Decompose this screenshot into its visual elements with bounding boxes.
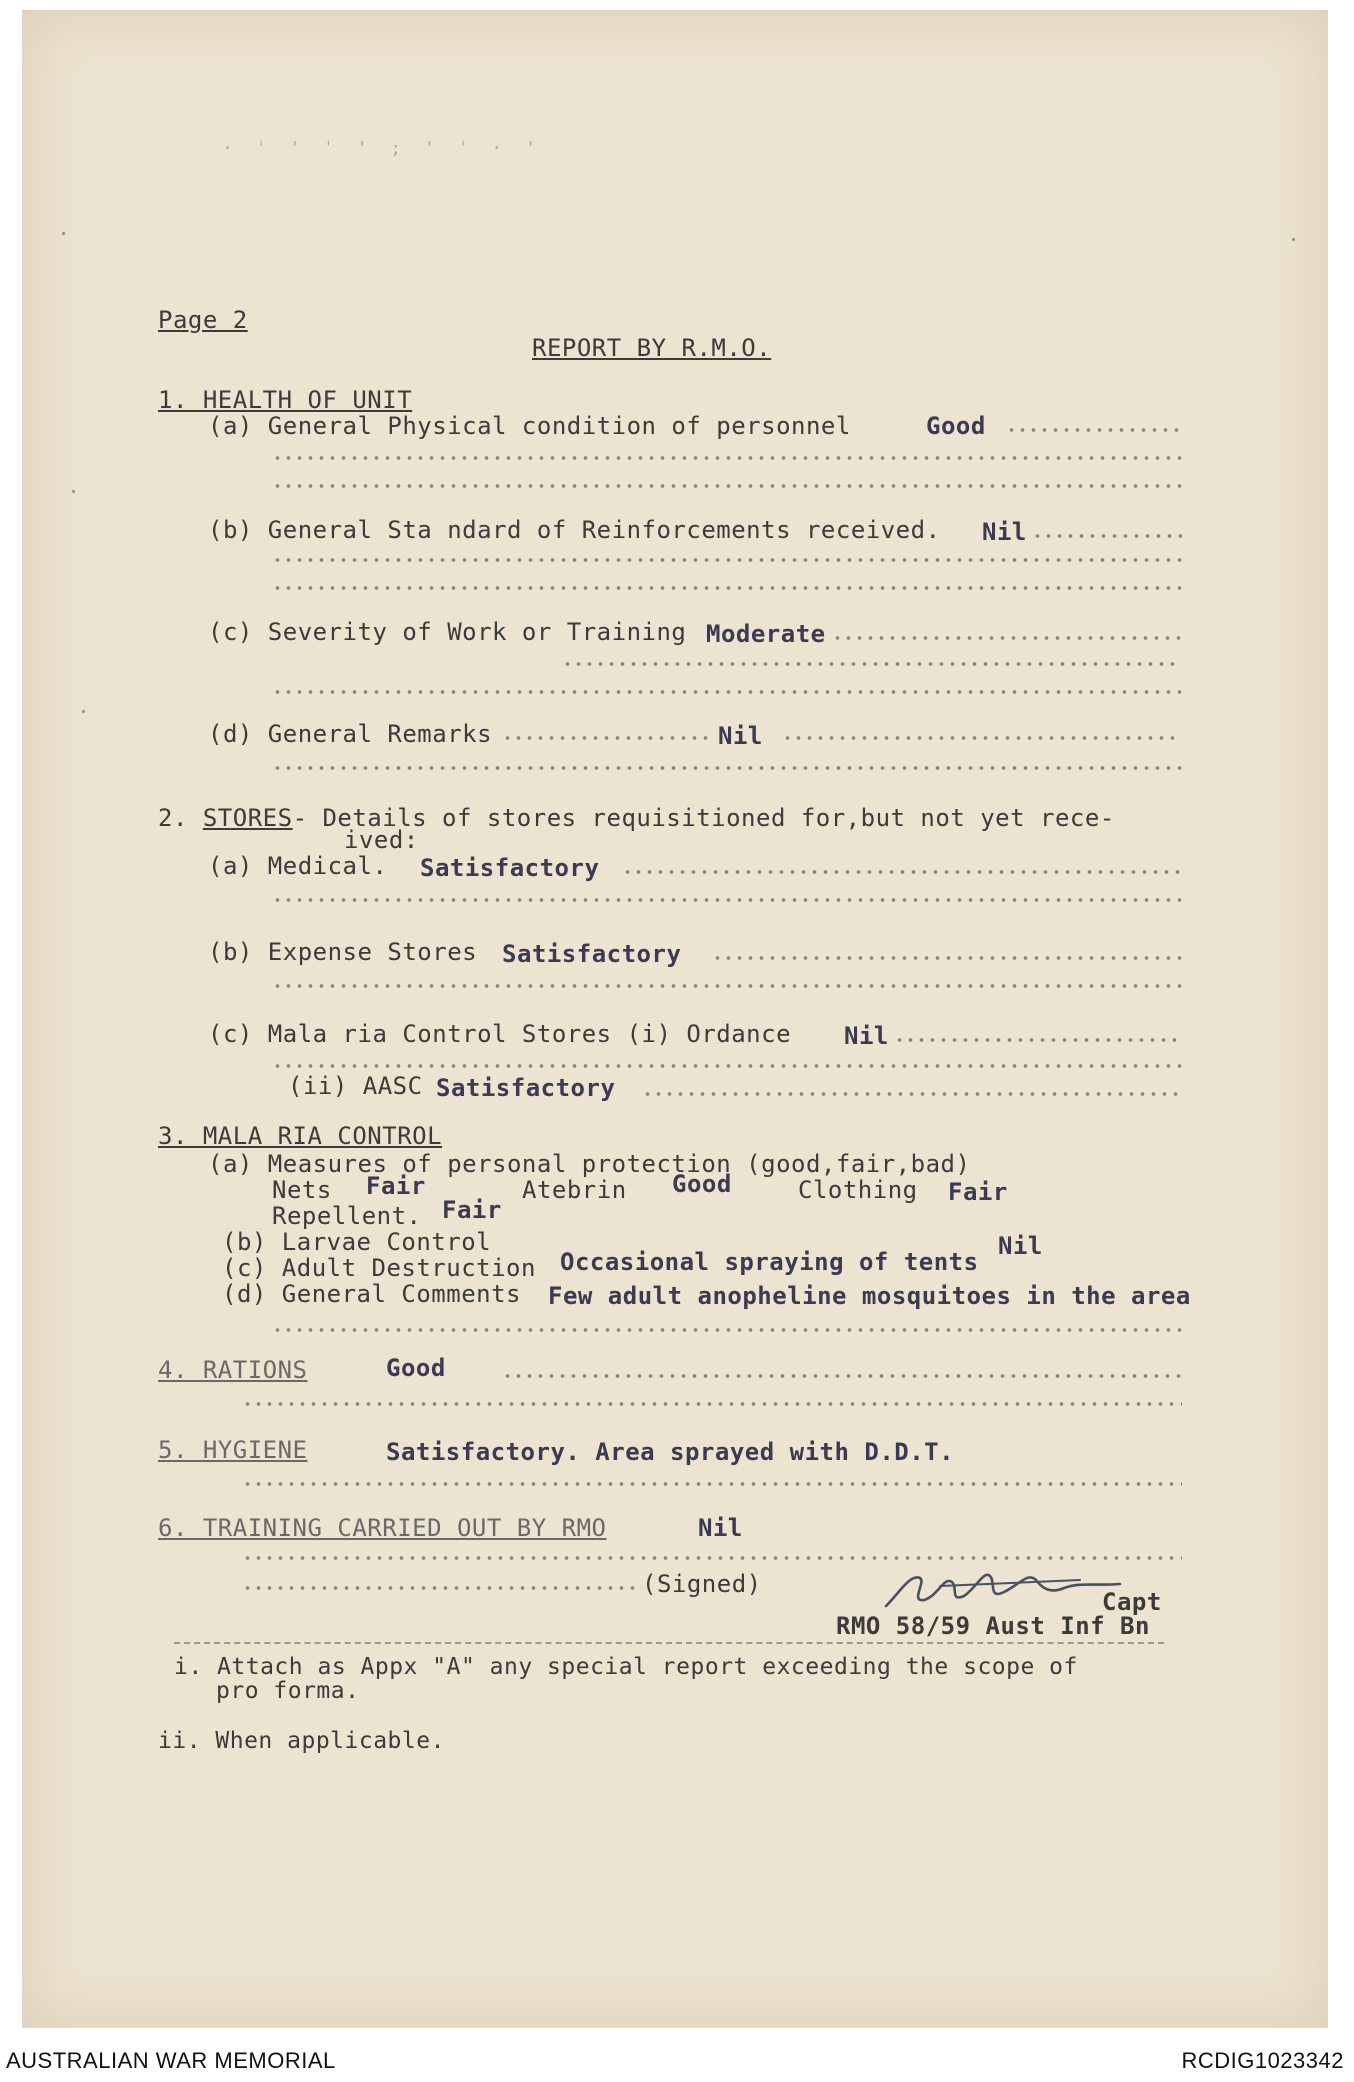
malaria-d-value: Few adult anopheline mosquitoes in the area xyxy=(548,1282,1191,1310)
stores-a-value: Satisfactory xyxy=(420,854,600,882)
hygiene-value: Satisfactory. Area sprayed with D.D.T. xyxy=(386,1438,955,1466)
malaria-clothing-value: Fair xyxy=(948,1178,1008,1206)
rations-value: Good xyxy=(386,1354,446,1382)
dotted-line xyxy=(272,456,1182,460)
dotted-line xyxy=(242,1556,1182,1560)
dotted-line xyxy=(272,484,1182,488)
speck xyxy=(72,490,75,493)
malaria-repellent-value: Fair xyxy=(442,1196,502,1224)
speck xyxy=(62,232,65,235)
malaria-heading: 3. MALA RIA CONTROL xyxy=(158,1122,443,1150)
bleed-through-marks: · ˈ ' ˈ ' ; ' ˈ · ' xyxy=(222,138,542,159)
training-heading: 6. TRAINING CARRIED OUT BY RMO xyxy=(158,1514,607,1542)
stores-c-ii-value: Satisfactory xyxy=(436,1074,616,1102)
dotted-line xyxy=(272,1328,1182,1332)
health-d-value: Nil xyxy=(718,722,763,750)
handwritten-signature xyxy=(880,1562,1140,1616)
health-a-value: Good xyxy=(926,412,986,440)
malaria-atebrin-value: Good xyxy=(672,1170,732,1198)
dotted-line xyxy=(242,1482,1182,1486)
health-b-value: Nil xyxy=(982,518,1027,546)
malaria-atebrin-label: Atebrin xyxy=(522,1176,627,1204)
health-c-label: (c) Severity of Work or Training xyxy=(208,618,687,646)
dotted-line xyxy=(782,736,1182,740)
speck xyxy=(82,710,85,713)
dotted-line xyxy=(242,1402,1182,1406)
training-value: Nil xyxy=(698,1514,743,1542)
dotted-line xyxy=(712,956,1182,960)
health-b-label: (b) General Sta ndard of Reinforcements received. xyxy=(208,516,941,544)
stores-heading-cont: ived: xyxy=(344,826,419,854)
stores-heading xyxy=(158,804,1115,832)
stores-b-label: (b) Expense Stores xyxy=(208,938,478,966)
hygiene-heading: 5. HYGIENE xyxy=(158,1436,308,1464)
stores-heading-rest: - Details of stores requisitioned for,but not yet rece- xyxy=(292,804,1115,832)
note-i-line2: pro forma. xyxy=(216,1678,360,1704)
malaria-b-value: Nil xyxy=(998,1232,1043,1260)
speck xyxy=(1292,238,1295,241)
dotted-line xyxy=(242,1586,642,1590)
stores-heading-word: STORES xyxy=(202,804,293,832)
malaria-c-label: (c) Adult Destruction xyxy=(222,1254,536,1282)
malaria-c-value: Occasional spraying of tents xyxy=(560,1248,979,1276)
malaria-repellent-label: Repellent. xyxy=(272,1202,422,1230)
dotted-line xyxy=(622,870,1182,874)
dotted-line xyxy=(642,1092,1182,1096)
malaria-nets-value: Fair xyxy=(366,1172,426,1200)
signature-designation: RMO 58/59 Aust Inf Bn xyxy=(836,1612,1150,1640)
health-heading: 1. HEALTH OF UNIT xyxy=(158,386,413,414)
health-a-label: (a) General Physical condition of personnel xyxy=(208,412,851,440)
dotted-line xyxy=(502,736,712,740)
dotted-line xyxy=(272,1064,1182,1068)
footer-archive-name: AUSTRALIAN WAR MEMORIAL xyxy=(6,2048,336,2073)
malaria-clothing-label: Clothing xyxy=(798,1176,918,1204)
signed-label: (Signed) xyxy=(642,1570,762,1598)
stores-c-label: (c) Mala ria Control Stores (i) Ordance xyxy=(208,1020,792,1048)
dotted-line xyxy=(272,586,1182,590)
note-ii: ii. When applicable. xyxy=(158,1728,445,1754)
dotted-line xyxy=(1032,534,1182,538)
dotted-line xyxy=(272,690,1182,694)
page-label: Page 2 xyxy=(158,306,248,334)
dotted-line xyxy=(1006,428,1182,432)
malaria-d-label: (d) General Comments xyxy=(222,1280,521,1308)
stores-a-label: (a) Medical. xyxy=(208,852,388,880)
note-i-line1: i. Attach as Appx "A" any special report exceeding the scope of xyxy=(174,1654,1078,1680)
document-sheet xyxy=(22,10,1328,2028)
stores-heading-prefix: 2. xyxy=(158,804,203,832)
health-c-value: Moderate xyxy=(706,620,826,648)
signature-rank: Capt xyxy=(1102,1588,1162,1616)
malaria-a-label: (a) Measures of personal protection (good,fair,bad) xyxy=(208,1150,971,1178)
dotted-line xyxy=(272,984,1182,988)
dotted-line xyxy=(272,766,1182,770)
malaria-nets-label: Nets xyxy=(272,1176,332,1204)
stores-c-i-value: Nil xyxy=(844,1022,889,1050)
dotted-line xyxy=(832,636,1182,640)
stores-c-ii-label: (ii) AASC xyxy=(288,1072,423,1100)
dotted-line xyxy=(562,662,1182,666)
dotted-line xyxy=(272,898,1182,902)
footer-record-id: RCDIG1023342 xyxy=(1181,2048,1344,2073)
divider-rule xyxy=(174,1642,1164,1644)
report-title: REPORT BY R.M.O. xyxy=(532,334,772,362)
malaria-b-label: (b) Larvae Control xyxy=(222,1228,492,1256)
health-d-label: (d) General Remarks xyxy=(208,720,493,748)
rations-heading: 4. RATIONS xyxy=(158,1356,308,1384)
stores-b-value: Satisfactory xyxy=(502,940,682,968)
dotted-line xyxy=(894,1038,1182,1042)
dotted-line xyxy=(272,558,1182,562)
dotted-line xyxy=(502,1374,1182,1378)
